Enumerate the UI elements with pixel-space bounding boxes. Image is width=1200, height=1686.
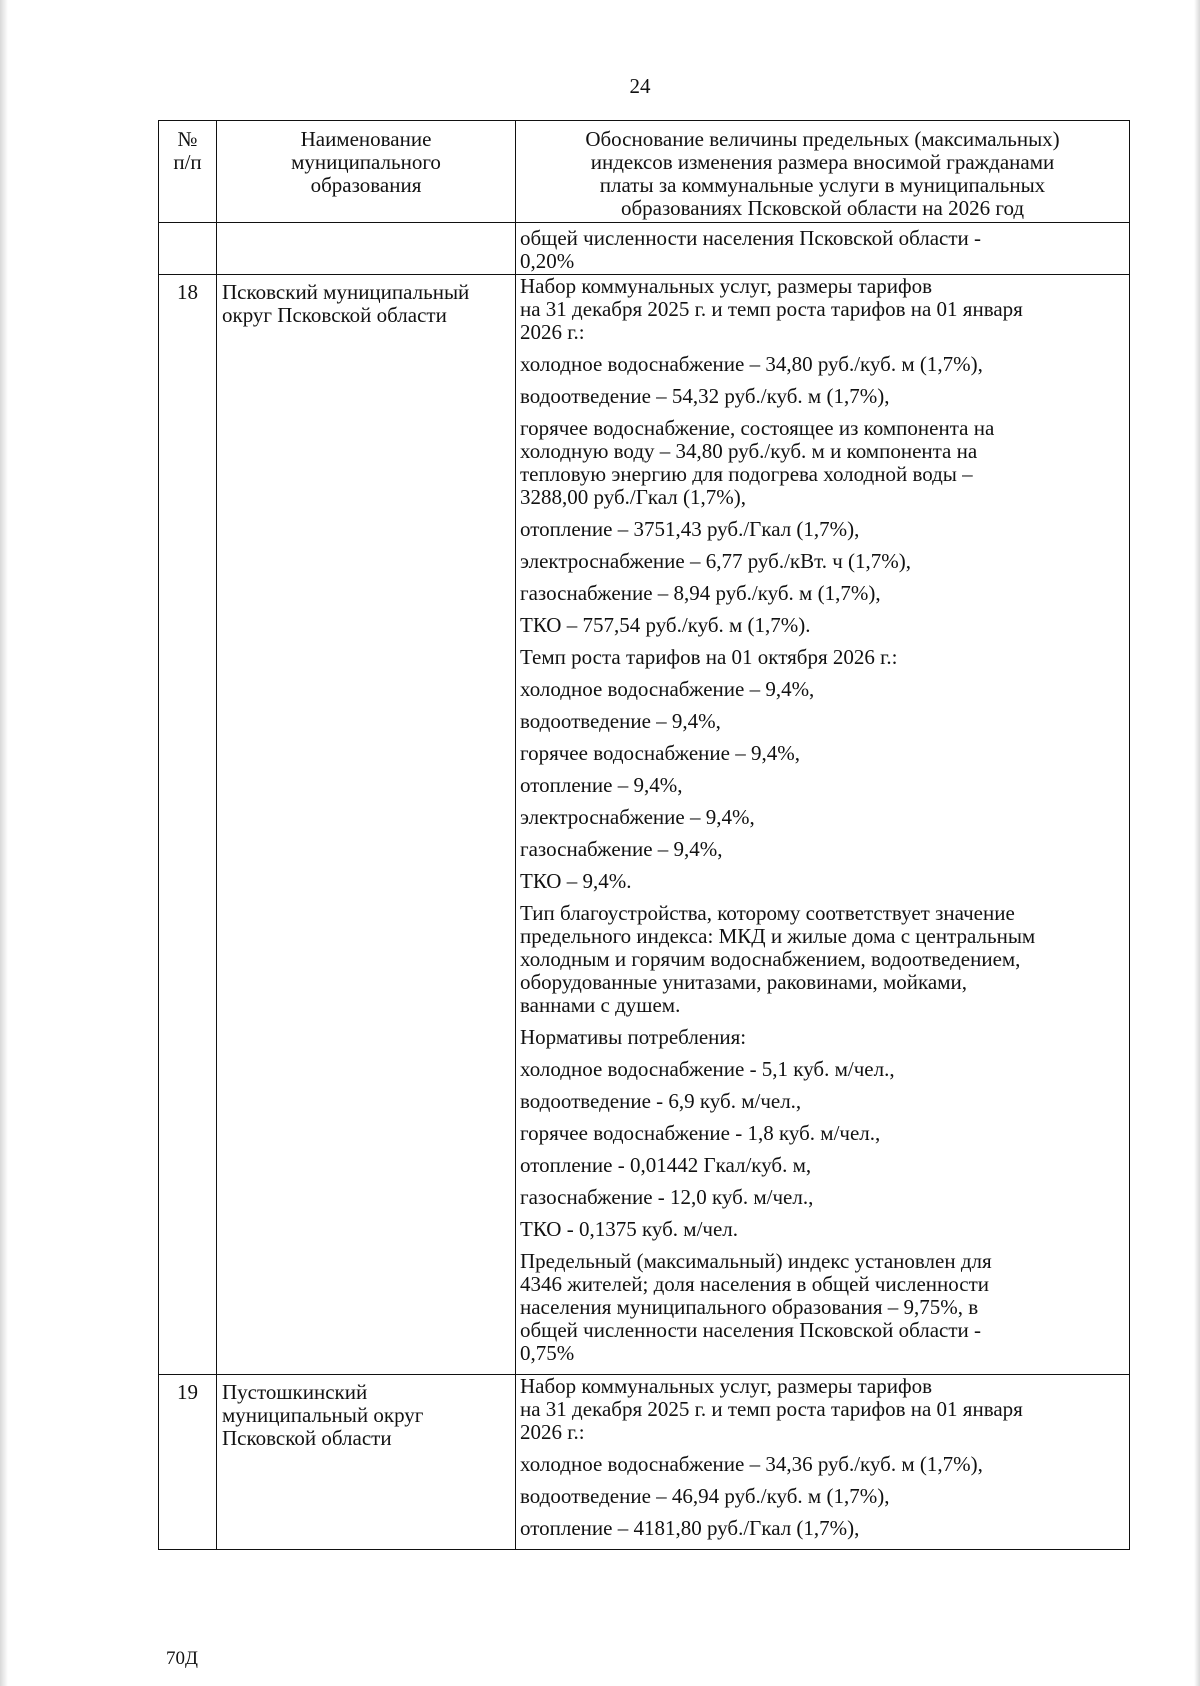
justification-line: Набор коммунальных услуг, размеры тарифов на 31 декабря 2025 г. и темп роста тарифов на 01 января 2026 г.: (520, 274, 1023, 344)
justification-line: газоснабжение – 8,94 руб./куб. м (1,7%), (520, 581, 881, 605)
tariff-table (158, 120, 1130, 1550)
justification-line: горячее водоснабжение – 9,4%, (520, 741, 800, 765)
justification-line: Набор коммунальных услуг, размеры тарифов на 31 декабря 2025 г. и темп роста тарифов на 01 января 2026 г.: (520, 1374, 1023, 1444)
cell-row-number: 19 (159, 1375, 217, 1550)
justification-line: Нормативы потребления: (520, 1025, 747, 1049)
justification-line: ТКО – 9,4%. (520, 869, 632, 893)
header-justification: Обоснование величины предельных (максимальных) индексов изменения размера вносимой гражданами платы за коммунальные услуги в муниципальных образованиях Псковской области на 2026 год (516, 121, 1130, 223)
justification-line: Предельный (максимальный) индекс установлен для 4346 жителей; доля населения в общей численности населения муниципального образования – 9,75%, в общей численности населения Псковской области - 0,75% (520, 1249, 992, 1365)
cell-justification (516, 1375, 1130, 1550)
justification-line: водоотведение - 6,9 куб. м/чел., (520, 1089, 802, 1113)
footer-mark: 70Д (166, 1648, 198, 1669)
page-number: 24 (629, 74, 651, 98)
table-row-continuation (159, 223, 1130, 275)
justification-line: отопление – 9,4%, (520, 773, 683, 797)
justification-line: Темп роста тарифов на 01 октября 2026 г.: (520, 645, 898, 669)
justification-line: горячее водоснабжение - 1,8 куб. м/чел., (520, 1121, 881, 1145)
justification-line: ТКО – 757,54 руб./куб. м (1,7%). (520, 613, 811, 637)
cell-row-number: 18 (159, 275, 217, 1375)
cell-justification (516, 275, 1130, 1375)
justification-line: отопление – 3751,43 руб./Гкал (1,7%), (520, 517, 860, 541)
justification-line: холодное водоснабжение – 9,4%, (520, 677, 815, 701)
scan-edge-right (1194, 0, 1200, 1686)
justification-line: холодное водоснабжение – 34,36 руб./куб. м (1,7%), (520, 1452, 983, 1476)
justification-line: газоснабжение - 12,0 куб. м/чел., (520, 1185, 814, 1209)
justification-line: холодное водоснабжение - 5,1 куб. м/чел., (520, 1057, 895, 1081)
cell-num-empty (159, 223, 217, 275)
cell-municipality-name: Пустошкинский муниципальный округ Псковской области (217, 1375, 516, 1550)
justification-line: водоотведение – 9,4%, (520, 709, 721, 733)
justification-line: ТКО - 0,1375 куб. м/чел. (520, 1217, 739, 1241)
cell-name-empty (217, 223, 516, 275)
table-header-row (159, 121, 1130, 223)
justification-line: электроснабжение – 6,77 руб./кВт. ч (1,7%), (520, 549, 912, 573)
table-row (159, 1375, 1130, 1550)
justification-line: горячее водоснабжение, состоящее из компонента на холодную воду – 34,80 руб./куб. м и компонента на тепловую энергию для подогрева холодной воды – 3288,00 руб./Гкал (1,7%), (520, 416, 995, 509)
justification-line: Тип благоустройства, которому соответствует значение предельного индекса: МКД и жилые дома с центральным холодным и горячим водоснабжением, водоотведением, оборудованные унитазами, раковинами, мойками, ваннами с душем. (520, 901, 1036, 1017)
header-municipality: Наименование муниципального образования (217, 121, 516, 223)
justification-line: отопление - 0,01442 Гкал/куб. м, (520, 1153, 812, 1177)
justification-line: электроснабжение – 9,4%, (520, 805, 755, 829)
cell-municipality-name: Псковский муниципальный округ Псковской области (217, 275, 516, 1375)
cell-continuation: общей численности населения Псковской области - 0,20% (516, 223, 1130, 275)
justification-line: холодное водоснабжение – 34,80 руб./куб. м (1,7%), (520, 352, 983, 376)
justification-line: отопление – 4181,80 руб./Гкал (1,7%), (520, 1516, 860, 1540)
scan-edge-left (0, 0, 8, 1686)
header-num: № п/п (159, 121, 217, 223)
justification-line: водоотведение – 46,94 руб./куб. м (1,7%), (520, 1484, 890, 1508)
justification-line: газоснабжение – 9,4%, (520, 837, 723, 861)
table-row (159, 275, 1130, 1375)
justification-line: водоотведение – 54,32 руб./куб. м (1,7%), (520, 384, 890, 408)
